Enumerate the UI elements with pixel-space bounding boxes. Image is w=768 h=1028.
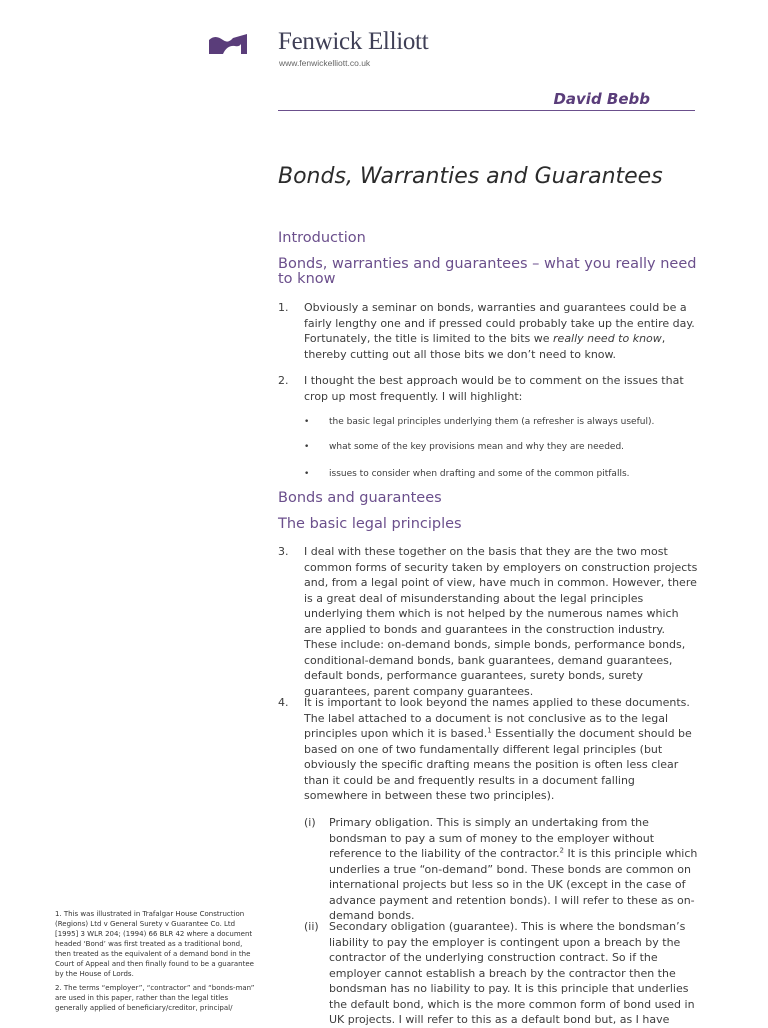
section-heading-introduction: Introduction bbox=[278, 230, 366, 246]
bullet-icon: • bbox=[304, 469, 310, 479]
subparagraph-i bbox=[304, 815, 698, 924]
paragraph-number: 1. bbox=[278, 301, 289, 314]
brand-url: www.fenwickelliott.co.uk bbox=[279, 58, 371, 68]
paragraph-text: It is important to look beyond the names applied to these documents. The label attached to a document is not conclusive as to the legal principles upon which it is based. bbox=[304, 696, 690, 740]
paragraph-text: It is this principle which underlies a true “on-demand” bond. These bonds are common on international projects but less so in the UK (except in the case of advance payment and retention bonds). I will refer to these as on-demand bonds. bbox=[329, 847, 698, 922]
list-item-text: the basic legal principles underlying them (a refresher is always useful). bbox=[329, 417, 655, 427]
list-item bbox=[304, 416, 696, 428]
paragraph-2 bbox=[278, 373, 698, 404]
footnote-2: 2. The terms “employer”, “contractor” and “bonds-man” are used in this paper, rather than the legal titles generally applied of beneficiary/creditor, principal/ bbox=[55, 984, 255, 1012]
paragraph-text: Essentially the document should be based on one of two fundamentally different legal principles (but obviously the specific drafting means the position is often less clear than it could be and frequently results in a document falling somewhere in between these two principles). bbox=[304, 727, 692, 802]
paragraph-number: 3. bbox=[278, 545, 289, 558]
paragraph-text: Primary obligation. This is simply an undertaking from the bondsman to pay a sum of money to the employer without reference to the liability of the contractor. bbox=[329, 816, 655, 860]
paragraph-text: Obviously a seminar on bonds, warranties and guarantees could be a fairly lengthy one and if pressed could probably take up the entire day. Fortunately, the title is limited to the bits we bbox=[304, 301, 695, 345]
footnote-ref: 2 bbox=[559, 846, 564, 855]
list-item-text: issues to consider when drafting and some of the common pitfalls. bbox=[329, 469, 630, 479]
document-title: Bonds, Warranties and Guarantees bbox=[278, 164, 663, 189]
section-subheading-need-to-know: Bonds, warranties and guarantees – what you really need to know bbox=[278, 256, 697, 287]
paragraph-number: 2. bbox=[278, 374, 289, 387]
section-heading-bonds: Bonds and guarantees bbox=[278, 490, 442, 506]
list-item-text: what some of the key provisions mean and why they are needed. bbox=[329, 442, 625, 452]
footnote-1: 1. This was illustrated in Trafalgar House Construction (Regions) Ltd v General Surety v Guarantee Co. Ltd [1995] 3 WLR 204; (1994) 66 BLR 42 where a document headed ‘Bond’ was first treated as a traditional bond, then treated as the equivalent of a demand bond in the Court of Appeal and then finally found to be a guarantee by the House of Lords. bbox=[55, 910, 254, 978]
footnotes bbox=[55, 909, 255, 1017]
header-divider bbox=[278, 110, 695, 111]
subparagraph-ii bbox=[304, 919, 698, 1028]
paragraph-text: I deal with these together on the basis that they are the two most common forms of security taken by employers on construction projects and, from a legal point of view, have much in common. However, there is a great deal of misunderstanding about the legal principles underlying them which is not helped by the numerous names which are applied to bonds and guarantees in the construction industry. These include: on-demand bonds, simple bonds, performance bonds, conditional-demand bonds, bank guarantees, demand guarantees, default bonds, performance guarantees, surety bonds, surety guarantees, parent company guarantees. bbox=[304, 545, 698, 698]
paragraph-1 bbox=[278, 300, 698, 362]
author-name: David Bebb bbox=[553, 90, 650, 108]
bullet-icon: • bbox=[304, 442, 310, 452]
paragraph-text: I thought the best approach would be to comment on the issues that crop up most frequently. I will highlight: bbox=[304, 374, 684, 403]
section-subheading-principles: The basic legal principles bbox=[278, 516, 462, 532]
paragraph-text: Secondary obligation (guarantee). This is where the bondsman’s liability to pay the employer is contingent upon a breach by the contractor of the underlying construction contract. So if the employer cannot establish a breach by the contractor then the bondsman has no liability to pay. It is this principle that underlies the default bond, which is the more common form of bond used in UK projects. I will refer to this as a default bond but, as I have bbox=[329, 920, 695, 1026]
fenwick-elliott-logo-icon bbox=[209, 34, 247, 54]
list-item bbox=[304, 441, 696, 453]
paragraph-text: , thereby cutting out all those bits we don’t need to know. bbox=[304, 332, 666, 361]
subparagraph-number: (ii) bbox=[304, 920, 319, 933]
paragraph-number: 4. bbox=[278, 696, 289, 709]
bullet-icon: • bbox=[304, 417, 310, 427]
list-item bbox=[304, 468, 696, 480]
paragraph-3 bbox=[278, 544, 698, 699]
paragraph-emphasis: really need to know bbox=[553, 332, 662, 345]
paragraph-4 bbox=[278, 695, 698, 804]
brand-name: Fenwick Elliott bbox=[278, 28, 429, 55]
footnote-ref: 1 bbox=[487, 726, 492, 735]
subparagraph-number: (i) bbox=[304, 816, 316, 829]
